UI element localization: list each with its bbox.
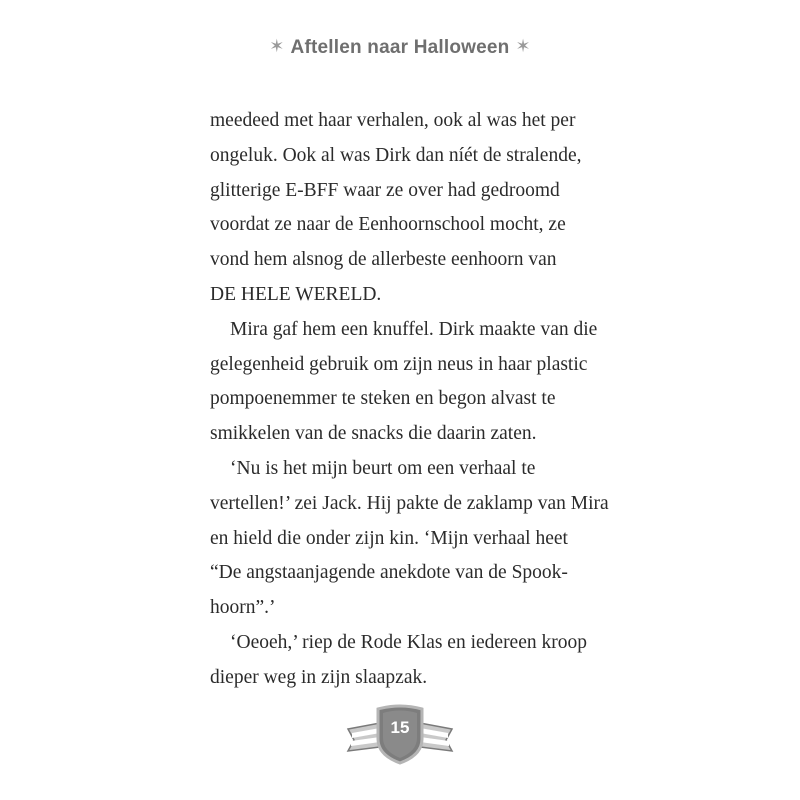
text-line: pompoenemmer te steken en begon alvast te [210, 388, 556, 410]
text-line: hoorn”.’ [210, 597, 276, 619]
text-line: vertellen!’ zei Jack. Hij pakte de zaklamp van Mira [210, 492, 609, 514]
text-line: ‘Nu is het mijn beurt om een verhaal te [230, 457, 536, 479]
text-line: “De angstaanjagende anekdote van de Spook- [210, 562, 568, 584]
text-line: Mira gaf hem een knuffel. Dirk maakte van die [230, 318, 598, 340]
running-header [0, 36, 800, 59]
text-line: voordat ze naar de Eenhoornschool mocht, ze [210, 214, 566, 236]
text-line: gelegenheid gebruik om zijn neus in haar plastic [210, 353, 588, 375]
header-title: Aftellen naar Halloween [290, 37, 510, 58]
text-line: glitterige E-BFF waar ze over had gedroomd [210, 179, 560, 201]
text-line: meedeed met haar verhalen, ook al was het per [210, 110, 576, 131]
page-number: 15 [390, 718, 410, 737]
body-text [210, 104, 630, 696]
star-icon: ✶ [269, 36, 285, 56]
text-line: ‘Oeoeh,’ riep de Rode Klas en iedereen kroop [230, 631, 587, 653]
text-line: DE HELE WERELD. [210, 283, 382, 305]
text-line: en hield die onder zijn kin. ‘Mijn verhaal heet [210, 527, 568, 549]
text-line: smikkelen van de snacks die daarin zaten. [210, 423, 537, 445]
star-icon: ✶ [515, 36, 531, 56]
text-line: vond hem alsnog de allerbeste eenhoorn van [210, 249, 557, 271]
text-line: ongeluk. Ook al was Dirk dan níét de stralende, [210, 144, 582, 166]
text-line: dieper weg in zijn slaapzak. [210, 666, 428, 688]
